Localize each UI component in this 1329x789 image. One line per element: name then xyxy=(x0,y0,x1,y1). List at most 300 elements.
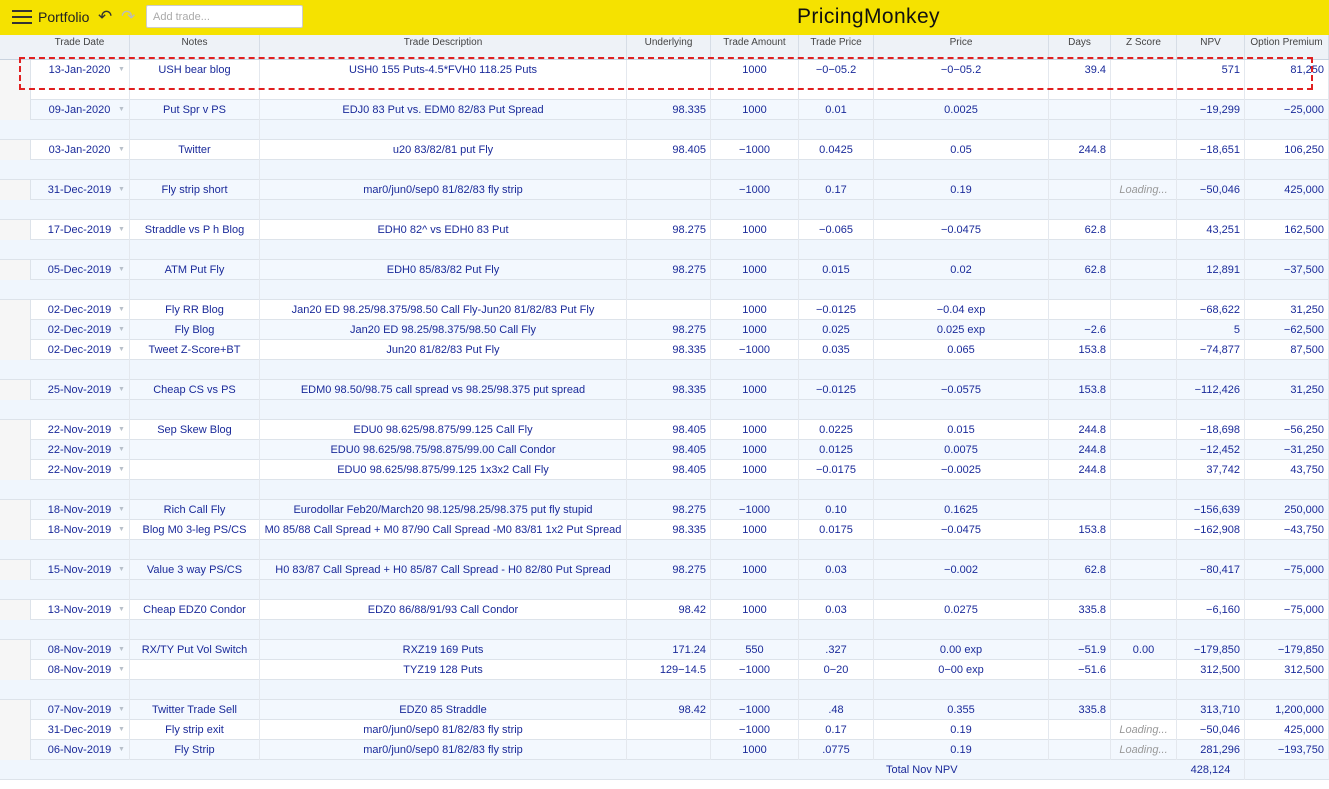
empty-cell[interactable] xyxy=(30,540,130,560)
option-premium-cell[interactable]: −37,500 xyxy=(1245,260,1329,280)
dropdown-arrow-icon[interactable]: ▼ xyxy=(118,566,125,573)
days-cell[interactable] xyxy=(1049,180,1111,200)
trade-price-cell[interactable]: −0.0125 xyxy=(799,300,874,320)
dropdown-arrow-icon[interactable]: ▼ xyxy=(118,726,125,733)
trade-description-cell[interactable]: mar0/jun0/sep0 81/82/83 fly strip xyxy=(260,740,627,760)
header-notes[interactable]: Notes xyxy=(130,35,260,59)
z-score-cell[interactable] xyxy=(1111,600,1177,620)
empty-cell[interactable] xyxy=(130,200,260,220)
notes-cell[interactable] xyxy=(130,460,260,480)
price-cell[interactable]: 0.0275 xyxy=(874,600,1049,620)
empty-cell[interactable] xyxy=(1177,620,1245,640)
underlying-cell[interactable]: 98.42 xyxy=(627,700,711,720)
option-premium-cell[interactable]: 162,500 xyxy=(1245,220,1329,240)
empty-cell[interactable] xyxy=(1245,360,1329,380)
empty-cell[interactable] xyxy=(130,540,260,560)
trade-date-cell[interactable]: 18-Nov-2019 ▼ xyxy=(30,500,130,520)
npv-cell[interactable]: −19,299 xyxy=(1177,100,1245,120)
empty-cell[interactable] xyxy=(1049,620,1111,640)
trade-row[interactable] xyxy=(0,740,1329,760)
z-score-cell[interactable]: 0.00 xyxy=(1111,640,1177,660)
empty-cell[interactable] xyxy=(1049,200,1111,220)
empty-cell[interactable] xyxy=(130,680,260,700)
empty-cell[interactable] xyxy=(874,580,1049,600)
row-handle[interactable] xyxy=(0,640,31,660)
trade-amount-cell[interactable]: 1000 xyxy=(711,260,799,280)
empty-cell[interactable] xyxy=(627,540,711,560)
price-cell[interactable]: 0.05 xyxy=(874,140,1049,160)
price-cell[interactable]: −0−05.2 xyxy=(874,60,1049,100)
empty-cell[interactable] xyxy=(1177,480,1245,500)
empty-cell[interactable] xyxy=(130,280,260,300)
trade-row[interactable] xyxy=(0,640,1329,660)
empty-cell[interactable] xyxy=(130,160,260,180)
empty-cell[interactable] xyxy=(1245,620,1329,640)
empty-cell[interactable] xyxy=(130,240,260,260)
npv-cell[interactable]: −18,651 xyxy=(1177,140,1245,160)
trade-price-cell[interactable]: .0775 xyxy=(799,740,874,760)
dropdown-arrow-icon[interactable]: ▼ xyxy=(118,446,125,453)
z-score-cell[interactable]: Loading... xyxy=(1111,180,1177,200)
empty-cell[interactable] xyxy=(799,480,874,500)
trade-description-cell[interactable]: EDZ0 86/88/91/93 Call Condor xyxy=(260,600,627,620)
empty-cell[interactable] xyxy=(799,280,874,300)
empty-cell[interactable] xyxy=(711,360,799,380)
underlying-cell[interactable]: 98.335 xyxy=(627,380,711,400)
trade-description-cell[interactable]: Jun20 81/82/83 Put Fly xyxy=(260,340,627,360)
empty-cell[interactable] xyxy=(627,400,711,420)
trade-row[interactable] xyxy=(0,300,1329,320)
empty-cell[interactable] xyxy=(799,120,874,140)
option-premium-cell[interactable]: 87,500 xyxy=(1245,340,1329,360)
option-premium-cell[interactable]: 31,250 xyxy=(1245,300,1329,320)
empty-cell[interactable] xyxy=(1177,240,1245,260)
z-score-cell[interactable]: Loading... xyxy=(1111,740,1177,760)
row-handle[interactable] xyxy=(0,440,31,460)
empty-cell[interactable] xyxy=(130,400,260,420)
z-score-cell[interactable] xyxy=(1111,60,1177,100)
empty-cell[interactable] xyxy=(30,620,130,640)
empty-cell[interactable] xyxy=(1177,540,1245,560)
option-premium-cell[interactable]: −179,850 xyxy=(1245,640,1329,660)
trade-row[interactable] xyxy=(0,380,1329,400)
underlying-cell[interactable]: 129−14.5 xyxy=(627,660,711,680)
dropdown-arrow-icon[interactable]: ▼ xyxy=(118,606,125,613)
empty-cell[interactable] xyxy=(874,240,1049,260)
price-cell[interactable]: 0.00 exp xyxy=(874,640,1049,660)
npv-cell[interactable]: 571 xyxy=(1177,60,1245,100)
empty-cell[interactable] xyxy=(260,120,627,140)
trade-price-cell[interactable]: 0.10 xyxy=(799,500,874,520)
option-premium-cell[interactable]: −25,000 xyxy=(1245,100,1329,120)
option-premium-cell[interactable]: 250,000 xyxy=(1245,500,1329,520)
empty-cell[interactable] xyxy=(1111,120,1177,140)
trade-date-cell[interactable]: 02-Dec-2019 ▼ xyxy=(30,320,130,340)
underlying-cell[interactable]: 98.275 xyxy=(627,500,711,520)
npv-cell[interactable]: −112,426 xyxy=(1177,380,1245,400)
trade-amount-cell[interactable]: 550 xyxy=(711,640,799,660)
empty-cell[interactable] xyxy=(130,120,260,140)
underlying-cell[interactable]: 98.405 xyxy=(627,420,711,440)
notes-cell[interactable] xyxy=(130,440,260,460)
trade-row[interactable] xyxy=(0,460,1329,480)
days-cell[interactable]: 153.8 xyxy=(1049,520,1111,540)
trade-amount-cell[interactable]: 1000 xyxy=(711,520,799,540)
empty-cell[interactable] xyxy=(627,160,711,180)
trade-date-cell[interactable]: 22-Nov-2019 ▼ xyxy=(30,440,130,460)
empty-cell[interactable] xyxy=(1111,280,1177,300)
row-handle[interactable] xyxy=(0,100,31,120)
trade-row[interactable] xyxy=(0,420,1329,440)
empty-cell[interactable] xyxy=(799,540,874,560)
notes-cell[interactable]: USH bear blog xyxy=(130,60,260,100)
dropdown-arrow-icon[interactable]: ▼ xyxy=(118,326,125,333)
trade-date-cell[interactable]: 31-Dec-2019 ▼ xyxy=(30,720,130,740)
trade-amount-cell[interactable]: 1000 xyxy=(711,220,799,240)
trade-price-cell[interactable]: 0.01 xyxy=(799,100,874,120)
empty-cell[interactable] xyxy=(711,540,799,560)
notes-cell[interactable]: Fly RR Blog xyxy=(130,300,260,320)
empty-cell[interactable] xyxy=(1049,580,1111,600)
notes-cell[interactable]: Fly strip short xyxy=(130,180,260,200)
trade-price-cell[interactable]: .48 xyxy=(799,700,874,720)
trade-date-cell[interactable]: 07-Nov-2019 ▼ xyxy=(30,700,130,720)
trade-amount-cell[interactable]: −1000 xyxy=(711,500,799,520)
empty-cell[interactable] xyxy=(711,160,799,180)
trade-description-cell[interactable]: M0 85/88 Call Spread + M0 87/90 Call Spread -M0 83/81 1x2 Put Spread xyxy=(260,520,627,540)
trade-price-cell[interactable]: .327 xyxy=(799,640,874,660)
empty-cell[interactable] xyxy=(1177,120,1245,140)
empty-cell[interactable] xyxy=(1245,580,1329,600)
trade-price-cell[interactable]: 0.0175 xyxy=(799,520,874,540)
trade-row[interactable] xyxy=(0,260,1329,280)
underlying-cell[interactable]: 98.335 xyxy=(627,340,711,360)
option-premium-cell[interactable]: 31,250 xyxy=(1245,380,1329,400)
header-trade-price[interactable]: Trade Price xyxy=(799,35,874,59)
notes-cell[interactable] xyxy=(130,660,260,680)
npv-cell[interactable]: −12,452 xyxy=(1177,440,1245,460)
empty-cell[interactable] xyxy=(874,540,1049,560)
notes-cell[interactable]: Twitter Trade Sell xyxy=(130,700,260,720)
header-price[interactable]: Price xyxy=(874,35,1049,59)
empty-cell[interactable] xyxy=(30,360,130,380)
trade-price-cell[interactable]: −0−05.2 xyxy=(799,60,874,100)
underlying-cell[interactable]: 98.335 xyxy=(627,520,711,540)
price-cell[interactable]: 0.025 exp xyxy=(874,320,1049,340)
dropdown-arrow-icon[interactable]: ▼ xyxy=(118,466,125,473)
z-score-cell[interactable] xyxy=(1111,420,1177,440)
underlying-cell[interactable]: 98.275 xyxy=(627,560,711,580)
empty-cell[interactable] xyxy=(799,360,874,380)
dropdown-arrow-icon[interactable]: ▼ xyxy=(118,666,125,673)
z-score-cell[interactable] xyxy=(1111,100,1177,120)
underlying-cell[interactable]: 98.42 xyxy=(627,600,711,620)
trade-date-cell[interactable]: 08-Nov-2019 ▼ xyxy=(30,640,130,660)
days-cell[interactable] xyxy=(1049,300,1111,320)
trade-price-cell[interactable]: 0.0425 xyxy=(799,140,874,160)
empty-cell[interactable] xyxy=(1111,400,1177,420)
row-handle[interactable] xyxy=(0,560,31,580)
empty-cell[interactable] xyxy=(1245,280,1329,300)
empty-cell[interactable] xyxy=(1049,480,1111,500)
z-score-cell[interactable] xyxy=(1111,700,1177,720)
trade-date-cell[interactable]: 25-Nov-2019 ▼ xyxy=(30,380,130,400)
trade-date-cell[interactable]: 03-Jan-2020 ▼ xyxy=(30,140,130,160)
row-handle[interactable] xyxy=(0,520,31,540)
notes-cell[interactable]: Fly strip exit xyxy=(130,720,260,740)
empty-cell[interactable] xyxy=(1049,400,1111,420)
empty-cell[interactable] xyxy=(30,240,130,260)
npv-cell[interactable]: 313,710 xyxy=(1177,700,1245,720)
empty-cell[interactable] xyxy=(711,620,799,640)
notes-cell[interactable]: RX/TY Put Vol Switch xyxy=(130,640,260,660)
dropdown-arrow-icon[interactable]: ▼ xyxy=(118,106,125,113)
empty-cell[interactable] xyxy=(1111,160,1177,180)
npv-cell[interactable]: −50,046 xyxy=(1177,180,1245,200)
trade-date-cell[interactable]: 06-Nov-2019 ▼ xyxy=(30,740,130,760)
dropdown-arrow-icon[interactable]: ▼ xyxy=(118,306,125,313)
header-days[interactable]: Days xyxy=(1049,35,1111,59)
redo-icon[interactable]: ↷ xyxy=(121,7,136,26)
row-handle[interactable] xyxy=(0,340,31,360)
price-cell[interactable]: 0.015 xyxy=(874,420,1049,440)
notes-cell[interactable]: Put Spr v PS xyxy=(130,100,260,120)
option-premium-cell[interactable]: 312,500 xyxy=(1245,660,1329,680)
header-npv[interactable]: NPV xyxy=(1177,35,1245,59)
days-cell[interactable] xyxy=(1049,740,1111,760)
trade-amount-cell[interactable]: 1000 xyxy=(711,60,799,100)
empty-cell[interactable] xyxy=(1177,680,1245,700)
z-score-cell[interactable] xyxy=(1111,140,1177,160)
dropdown-arrow-icon[interactable]: ▼ xyxy=(118,186,125,193)
underlying-cell[interactable]: 98.275 xyxy=(627,320,711,340)
trade-price-cell[interactable]: 0.015 xyxy=(799,260,874,280)
empty-cell[interactable] xyxy=(627,580,711,600)
empty-cell[interactable] xyxy=(874,400,1049,420)
npv-cell[interactable]: 5 xyxy=(1177,320,1245,340)
header-trade-date[interactable]: Trade Date xyxy=(30,35,130,59)
empty-cell[interactable] xyxy=(260,620,627,640)
option-premium-cell[interactable]: −62,500 xyxy=(1245,320,1329,340)
empty-cell[interactable] xyxy=(627,480,711,500)
z-score-cell[interactable] xyxy=(1111,500,1177,520)
empty-cell[interactable] xyxy=(799,240,874,260)
trade-row[interactable] xyxy=(0,220,1329,240)
price-cell[interactable]: 0.1625 xyxy=(874,500,1049,520)
z-score-cell[interactable]: Loading... xyxy=(1111,720,1177,740)
price-cell[interactable]: 0.19 xyxy=(874,720,1049,740)
row-handle[interactable] xyxy=(0,720,31,740)
price-cell[interactable]: 0−00 exp xyxy=(874,660,1049,680)
trade-description-cell[interactable]: mar0/jun0/sep0 81/82/83 fly strip xyxy=(260,180,627,200)
trade-price-cell[interactable]: 0.035 xyxy=(799,340,874,360)
trade-price-cell[interactable]: 0−20 xyxy=(799,660,874,680)
trade-description-cell[interactable]: Eurodollar Feb20/March20 98.125/98.25/98.375 put fly stupid xyxy=(260,500,627,520)
trade-amount-cell[interactable]: 1000 xyxy=(711,740,799,760)
trade-description-cell[interactable]: EDJ0 83 Put vs. EDM0 82/83 Put Spread xyxy=(260,100,627,120)
empty-cell[interactable] xyxy=(260,580,627,600)
empty-cell[interactable] xyxy=(1111,360,1177,380)
empty-cell[interactable] xyxy=(711,480,799,500)
empty-cell[interactable] xyxy=(260,360,627,380)
trade-date-cell[interactable]: 02-Dec-2019 ▼ xyxy=(30,340,130,360)
underlying-cell[interactable]: 98.405 xyxy=(627,140,711,160)
trade-row[interactable] xyxy=(0,520,1329,540)
trade-date-cell[interactable]: 22-Nov-2019 ▼ xyxy=(30,420,130,440)
trade-price-cell[interactable]: −0.0125 xyxy=(799,380,874,400)
trade-description-cell[interactable]: EDZ0 85 Straddle xyxy=(260,700,627,720)
trade-amount-cell[interactable]: 1000 xyxy=(711,560,799,580)
empty-cell[interactable] xyxy=(30,120,130,140)
row-handle[interactable] xyxy=(0,600,31,620)
notes-cell[interactable]: ATM Put Fly xyxy=(130,260,260,280)
trade-amount-cell[interactable]: 1000 xyxy=(711,320,799,340)
empty-cell[interactable] xyxy=(30,480,130,500)
empty-cell[interactable] xyxy=(1111,540,1177,560)
days-cell[interactable]: 335.8 xyxy=(1049,700,1111,720)
empty-cell[interactable] xyxy=(1245,480,1329,500)
price-cell[interactable]: −0.04 exp xyxy=(874,300,1049,320)
option-premium-cell[interactable]: −75,000 xyxy=(1245,600,1329,620)
npv-cell[interactable]: 12,891 xyxy=(1177,260,1245,280)
price-cell[interactable]: −0.0475 xyxy=(874,520,1049,540)
header-underlying[interactable]: Underlying xyxy=(627,35,711,59)
empty-cell[interactable] xyxy=(130,620,260,640)
header-trade-description[interactable]: Trade Description xyxy=(260,35,627,59)
trade-row[interactable] xyxy=(0,500,1329,520)
empty-cell[interactable] xyxy=(260,160,627,180)
dropdown-arrow-icon[interactable]: ▼ xyxy=(118,66,125,73)
empty-cell[interactable] xyxy=(627,360,711,380)
empty-cell[interactable] xyxy=(711,200,799,220)
option-premium-cell[interactable]: 425,000 xyxy=(1245,720,1329,740)
trade-row[interactable] xyxy=(0,600,1329,620)
empty-cell[interactable] xyxy=(30,400,130,420)
trade-row[interactable] xyxy=(0,100,1329,120)
row-handle[interactable] xyxy=(0,660,31,680)
empty-cell[interactable] xyxy=(874,280,1049,300)
days-cell[interactable]: 335.8 xyxy=(1049,600,1111,620)
trade-date-cell[interactable]: 22-Nov-2019 ▼ xyxy=(30,460,130,480)
trade-amount-cell[interactable]: −1000 xyxy=(711,700,799,720)
option-premium-cell[interactable]: 43,750 xyxy=(1245,460,1329,480)
empty-cell[interactable] xyxy=(1245,160,1329,180)
option-premium-cell[interactable]: −43,750 xyxy=(1245,520,1329,540)
row-handle[interactable] xyxy=(0,180,31,200)
header-z-score[interactable]: Z Score xyxy=(1111,35,1177,59)
empty-cell[interactable] xyxy=(1049,240,1111,260)
trade-description-cell[interactable]: TYZ19 128 Puts xyxy=(260,660,627,680)
row-handle[interactable] xyxy=(0,740,31,760)
trade-description-cell[interactable]: mar0/jun0/sep0 81/82/83 fly strip xyxy=(260,720,627,740)
trade-row[interactable] xyxy=(0,180,1329,200)
option-premium-cell[interactable]: −75,000 xyxy=(1245,560,1329,580)
npv-cell[interactable]: −18,698 xyxy=(1177,420,1245,440)
empty-cell[interactable] xyxy=(30,580,130,600)
notes-cell[interactable]: Value 3 way PS/CS xyxy=(130,560,260,580)
dropdown-arrow-icon[interactable]: ▼ xyxy=(118,266,125,273)
price-cell[interactable]: −0.0575 xyxy=(874,380,1049,400)
npv-cell[interactable]: 312,500 xyxy=(1177,660,1245,680)
days-cell[interactable]: 244.8 xyxy=(1049,140,1111,160)
trade-amount-cell[interactable]: −1000 xyxy=(711,180,799,200)
trade-price-cell[interactable]: −0.0175 xyxy=(799,460,874,480)
empty-cell[interactable] xyxy=(711,680,799,700)
trade-description-cell[interactable]: EDH0 82^ vs EDH0 83 Put xyxy=(260,220,627,240)
option-premium-cell[interactable]: −193,750 xyxy=(1245,740,1329,760)
trade-date-cell[interactable]: 13-Jan-2020 ▼ xyxy=(30,60,130,100)
npv-cell[interactable]: 37,742 xyxy=(1177,460,1245,480)
dropdown-arrow-icon[interactable]: ▼ xyxy=(118,346,125,353)
price-cell[interactable]: 0.19 xyxy=(874,740,1049,760)
price-cell[interactable]: −0.002 xyxy=(874,560,1049,580)
trade-date-cell[interactable]: 05-Dec-2019 ▼ xyxy=(30,260,130,280)
portfolio-menu-label[interactable]: Portfolio xyxy=(38,9,90,25)
dropdown-arrow-icon[interactable]: ▼ xyxy=(118,706,125,713)
trade-description-cell[interactable]: USH0 155 Puts-4.5*FVH0 118.25 Puts xyxy=(260,60,627,100)
empty-cell[interactable] xyxy=(1049,540,1111,560)
notes-cell[interactable]: Fly Blog xyxy=(130,320,260,340)
empty-cell[interactable] xyxy=(1177,400,1245,420)
empty-cell[interactable] xyxy=(30,280,130,300)
empty-cell[interactable] xyxy=(260,540,627,560)
empty-cell[interactable] xyxy=(30,680,130,700)
z-score-cell[interactable] xyxy=(1111,660,1177,680)
option-premium-cell[interactable]: 1,200,000 xyxy=(1245,700,1329,720)
days-cell[interactable]: 62.8 xyxy=(1049,560,1111,580)
add-trade-input[interactable] xyxy=(146,5,303,28)
empty-cell[interactable] xyxy=(30,200,130,220)
empty-cell[interactable] xyxy=(1111,240,1177,260)
trade-date-cell[interactable]: 17-Dec-2019 ▼ xyxy=(30,220,130,240)
trade-price-cell[interactable]: 0.025 xyxy=(799,320,874,340)
row-handle[interactable] xyxy=(0,320,31,340)
row-handle[interactable] xyxy=(0,460,31,480)
trade-description-cell[interactable]: EDU0 98.625/98.875/99.125 1x3x2 Call Fly xyxy=(260,460,627,480)
empty-cell[interactable] xyxy=(1049,120,1111,140)
notes-cell[interactable]: Cheap CS vs PS xyxy=(130,380,260,400)
notes-cell[interactable]: Cheap EDZ0 Condor xyxy=(130,600,260,620)
trade-price-cell[interactable]: 0.03 xyxy=(799,600,874,620)
empty-cell[interactable] xyxy=(627,280,711,300)
empty-cell[interactable] xyxy=(130,580,260,600)
row-handle[interactable] xyxy=(0,380,31,400)
empty-cell[interactable] xyxy=(1245,400,1329,420)
trade-amount-cell[interactable]: −1000 xyxy=(711,340,799,360)
row-handle[interactable] xyxy=(0,60,31,100)
days-cell[interactable]: 62.8 xyxy=(1049,260,1111,280)
trade-description-cell[interactable]: H0 83/87 Call Spread + H0 85/87 Call Spread - H0 82/80 Put Spread xyxy=(260,560,627,580)
days-cell[interactable]: 62.8 xyxy=(1049,220,1111,240)
empty-cell[interactable] xyxy=(1245,120,1329,140)
npv-cell[interactable]: −6,160 xyxy=(1177,600,1245,620)
trade-price-cell[interactable]: −0.065 xyxy=(799,220,874,240)
empty-cell[interactable] xyxy=(1245,200,1329,220)
trade-date-cell[interactable]: 13-Nov-2019 ▼ xyxy=(30,600,130,620)
days-cell[interactable]: 244.8 xyxy=(1049,420,1111,440)
underlying-cell[interactable] xyxy=(627,720,711,740)
npv-cell[interactable]: −156,639 xyxy=(1177,500,1245,520)
trade-row[interactable] xyxy=(0,60,1329,100)
empty-cell[interactable] xyxy=(711,280,799,300)
empty-cell[interactable] xyxy=(711,400,799,420)
trade-description-cell[interactable]: Jan20 ED 98.25/98.375/98.50 Call Fly xyxy=(260,320,627,340)
trade-row[interactable] xyxy=(0,660,1329,680)
dropdown-arrow-icon[interactable]: ▼ xyxy=(118,426,125,433)
empty-cell[interactable] xyxy=(1177,360,1245,380)
price-cell[interactable]: 0.0075 xyxy=(874,440,1049,460)
days-cell[interactable]: 153.8 xyxy=(1049,340,1111,360)
